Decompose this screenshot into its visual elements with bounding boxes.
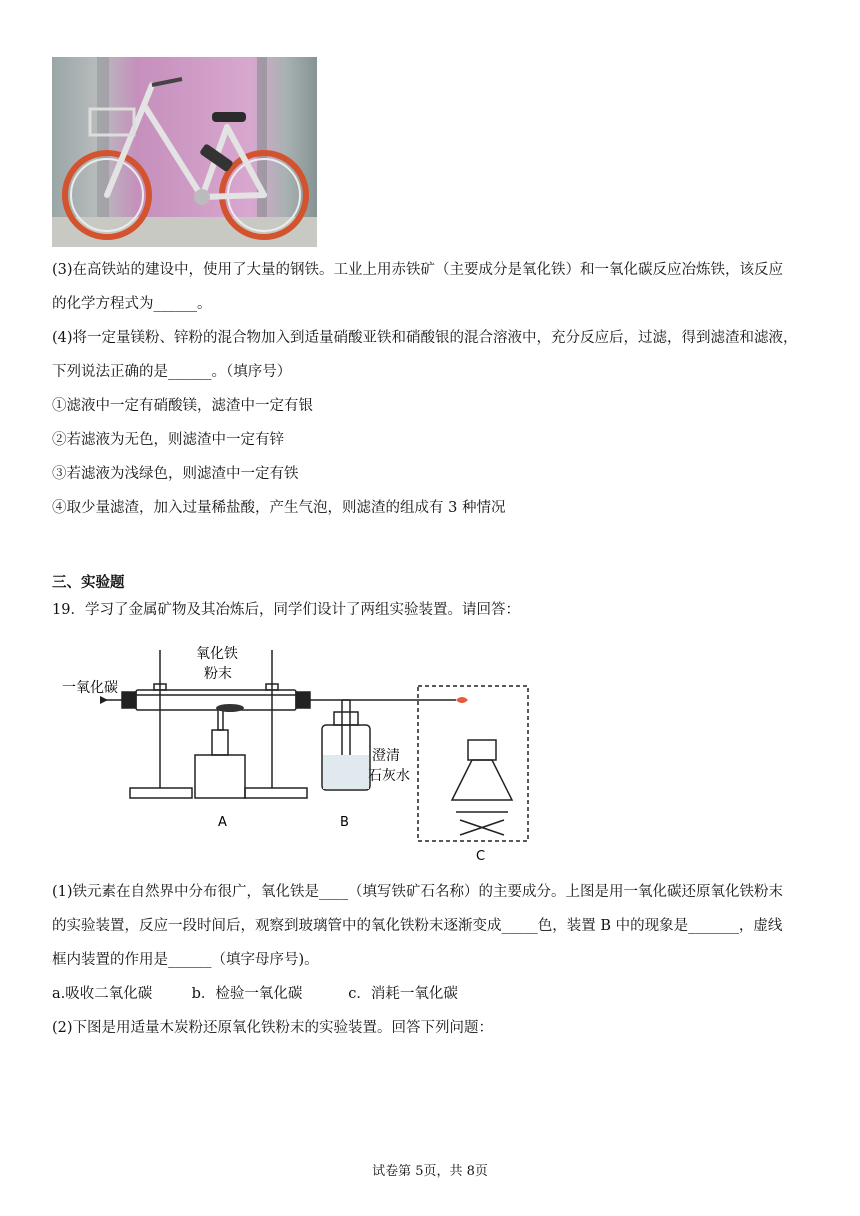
page-footer: 试卷第 5页，共 8页 <box>372 1164 488 1179</box>
label-a: A <box>218 815 227 830</box>
q19-p1-line3: 框内装置的作用是______（填字母序号)。 <box>52 952 319 968</box>
powder-label-2: 粉末 <box>204 666 232 682</box>
limewater-label-2: 石灰水 <box>368 768 410 784</box>
q18-statement-4: ④取少量滤渣，加入过量稀盐酸，产生气泡，则滤渣的组成有 3 种情况 <box>52 500 506 516</box>
q18-statement-3: ③若滤液为浅绿色，则滤渣中一定有铁 <box>52 466 299 482</box>
bicycle-photo <box>52 57 317 247</box>
q19-p2-line1: (2)下图是用适量木炭粉还原氧化铁粉末的实验装置。回答下列问题： <box>52 1020 494 1036</box>
q19-p1-line2: 的实验装置，反应一段时间后，观察到玻璃管中的氧化铁粉末逐渐变成_____色，装置 B 中的现象是_______，虚线 <box>52 918 783 934</box>
q19-p1-line1: (1)铁元素在自然界中分布很广，氧化铁是____（填写铁矿石名称）的主要成分。上图是用一氧化碳还原氧化铁粉末 <box>52 884 784 900</box>
q19-options <box>52 984 458 1004</box>
option-c: c．消耗一氧化碳 <box>348 986 458 1002</box>
label-b: B <box>340 815 349 830</box>
q18-part3-line1: (3)在高铁站的建设中，使用了大量的钢铁。工业上用赤铁矿（主要成分是氧化铁）和一氧化碳反应冶炼铁，该反应 <box>52 262 784 278</box>
q18-statement-1: ①滤液中一定有硝酸镁，滤渣中一定有银 <box>52 398 313 414</box>
section-heading: 三、实验题 <box>52 574 125 591</box>
label-c: C <box>476 849 486 864</box>
option-b: b．检验一氧化碳 <box>191 986 303 1002</box>
limewater-label-1: 澄清 <box>372 748 400 764</box>
apparatus-diagram <box>60 640 540 865</box>
q19-intro: 19．学习了金属矿物及其冶炼后，同学们设计了两组实验装置。请回答： <box>52 602 520 618</box>
gas-label: 一氧化碳 <box>62 680 118 696</box>
q18-part4-line1: (4)将一定量镁粉、锌粉的混合物加入到适量硝酸亚铁和硝酸银的混合溶液中，充分反应后，过滤，得到滤渣和滤液， <box>52 330 798 346</box>
bicycle-image <box>52 57 317 247</box>
q18-statement-2: ②若滤液为无色，则滤渣中一定有锌 <box>52 432 284 448</box>
powder-label-1: 氧化铁 <box>196 646 238 662</box>
option-a: a.吸收二氧化碳 <box>52 986 153 1002</box>
q18-part4-line2: 下列说法正确的是______。（填序号） <box>52 364 292 380</box>
q18-part3-line2: 的化学方程式为______。 <box>52 296 212 312</box>
